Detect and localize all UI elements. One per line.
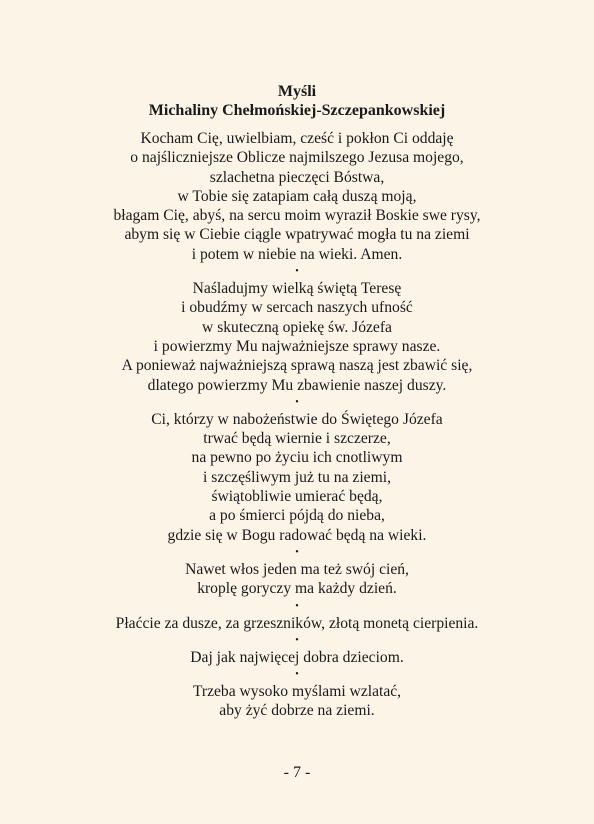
poem-line: kroplę goryczy ma każdy dzień. [197, 580, 397, 598]
poem-line: Ci, którzy w nabożeństwie do Świętego Józefa [151, 410, 443, 428]
separator-bullet: • [295, 600, 299, 612]
separator-bullet: • [295, 669, 299, 681]
poem-line: aby żyć dobrze na ziemi. [219, 702, 375, 720]
page-number: - 7 - [283, 764, 311, 781]
poem-line: i potem w niebie na wieki. Amen. [191, 245, 403, 263]
separator-bullet: • [295, 396, 299, 408]
poem-line: o najśliczniejsze Oblicze najmilszego Jezusa mojego, [130, 149, 464, 167]
poem-line: i powierzmy Mu najważniejsze sprawy nasze. [153, 337, 441, 355]
page-title: Myśli [277, 83, 317, 100]
poem-line: szlachetna pieczęci Bóstwa, [209, 168, 385, 186]
poem-line: w skuteczną opiekę św. Józefa [202, 318, 392, 336]
poem-line: Naśladujmy wielką świętą Teresę [192, 280, 402, 298]
poem-line: a po śmierci pójdą do nieba, [209, 507, 385, 525]
separator-bullet: • [295, 634, 299, 646]
poem-line: gdzie się w Bogu radować będą na wieki. [167, 526, 427, 544]
poem-line: Trzeba wysoko myślami wzlatać, [192, 683, 402, 701]
poem-line: Daj jak najwięcej dobra dzieciom. [190, 648, 404, 666]
separator-bullet: • [295, 546, 299, 558]
poem-line: świątobliwie umierać będą, [211, 488, 383, 506]
poem-line: A ponieważ najważniejszą sprawą naszą jest zbawić się, [121, 357, 473, 375]
separator-bullet: • [295, 266, 299, 278]
poem-body [0, 129, 594, 721]
poem-line: błagam Cię, abyś, na sercu moim wyraził Boskie swe rysy, [113, 207, 481, 225]
poem-line: Płaćcie za dusze, za grzeszników, złotą monetą cierpienia. [115, 614, 479, 632]
poem-line: Nawet włos jeden ma też swój cień, [185, 560, 409, 578]
poem-line: trwać będą wiernie i szczerze, [203, 430, 391, 448]
poem-line: abym się w Ciebie ciągle wpatrywać mogła tu na ziemi [124, 226, 470, 244]
poem-line: Kocham Cię, uwielbiam, cześć i pokłon Ci oddaję [140, 130, 454, 147]
poem-line: dlatego powierzmy Mu zbawienie naszej duszy. [147, 376, 447, 394]
poem-line: w Tobie się zatapiam całą duszą moją, [177, 187, 417, 205]
poem-line: na pewno po życiu ich cnotliwym [191, 449, 403, 467]
poem-line: i obudźmy w sercach naszych ufność [181, 299, 413, 317]
page-subtitle: Michaliny Chełmońskiej-Szczepankowskiej [148, 102, 446, 119]
poem-line: i szczęśliwym już tu na ziemi, [203, 468, 391, 486]
